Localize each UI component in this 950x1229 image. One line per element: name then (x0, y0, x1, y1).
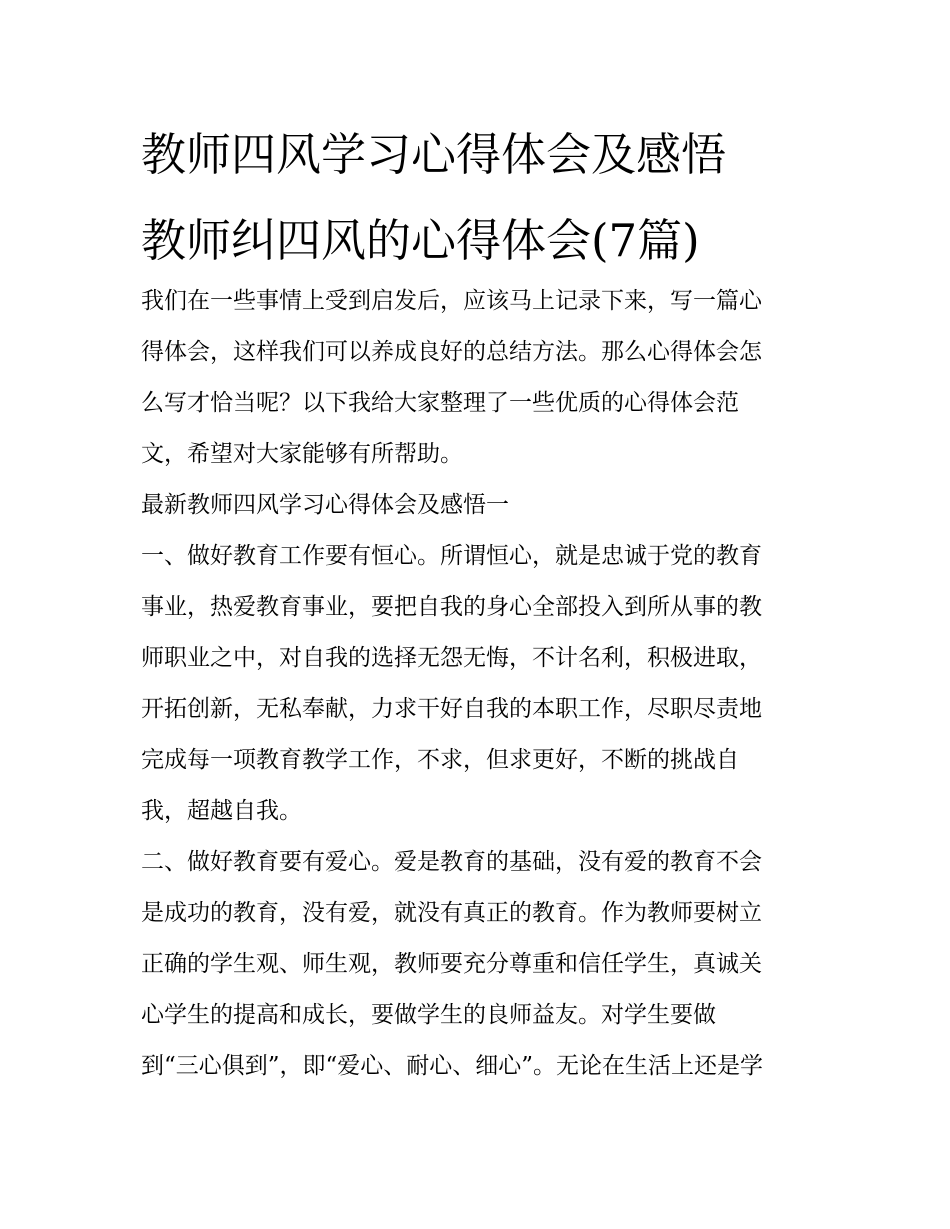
paragraph-line: 正确的学生观、师生观，教师要充分尊重和信任学生，真诚关 (141, 951, 762, 977)
paragraph-line: 我们在一些事情上受到启发后，应该马上记录下来，写一篇心 (141, 288, 762, 314)
paragraph-line: 二、做好教育要有爱心。爱是教育的基础，没有爱的教育不会 (141, 849, 762, 875)
paragraph-line: 得体会，这样我们可以养成良好的总结方法。那么心得体会怎 (141, 339, 762, 365)
paragraph-line: 完成每一项教育教学工作，不求，但求更好，不断的挑战自 (141, 747, 739, 773)
title-line: 教师纠四风的心得体会(7篇) (141, 214, 700, 267)
paragraph-line: 到“三心俱到”，即“爱心、耐心、细心”。无论在生活上还是学 (141, 1053, 764, 1079)
paragraph-line: 文，希望对大家能够有所帮助。 (141, 441, 463, 467)
title-line: 教师四风学习心得体会及感悟 (141, 128, 727, 181)
paragraph-line: 师职业之中，对自我的选择无怨无悔，不计名利，积极进取， (141, 645, 762, 671)
paragraph-line: 是成功的教育，没有爱，就没有真正的教育。作为教师要树立 (141, 900, 762, 926)
section-heading: 最新教师四风学习心得体会及感悟一 (141, 492, 509, 518)
paragraph-line: 一、做好教育工作要有恒心。所谓恒心，就是忠诚于党的教育 (141, 543, 762, 569)
paragraph-line: 我，超越自我。 (141, 798, 302, 824)
paragraph-line: 事业，热爱教育事业，要把自我的身心全部投入到所从事的教 (141, 594, 762, 620)
document-title (141, 112, 831, 284)
paragraph-line: 开拓创新，无私奉献，力求干好自我的本职工作，尽职尽责地 (141, 696, 762, 722)
paragraph-line: 么写才恰当呢？以下我给大家整理了一些优质的心得体会范 (141, 390, 739, 416)
document-body (141, 276, 821, 1092)
paragraph-line: 心学生的提高和成长，要做学生的良师益友。对学生要做 (141, 1002, 716, 1028)
